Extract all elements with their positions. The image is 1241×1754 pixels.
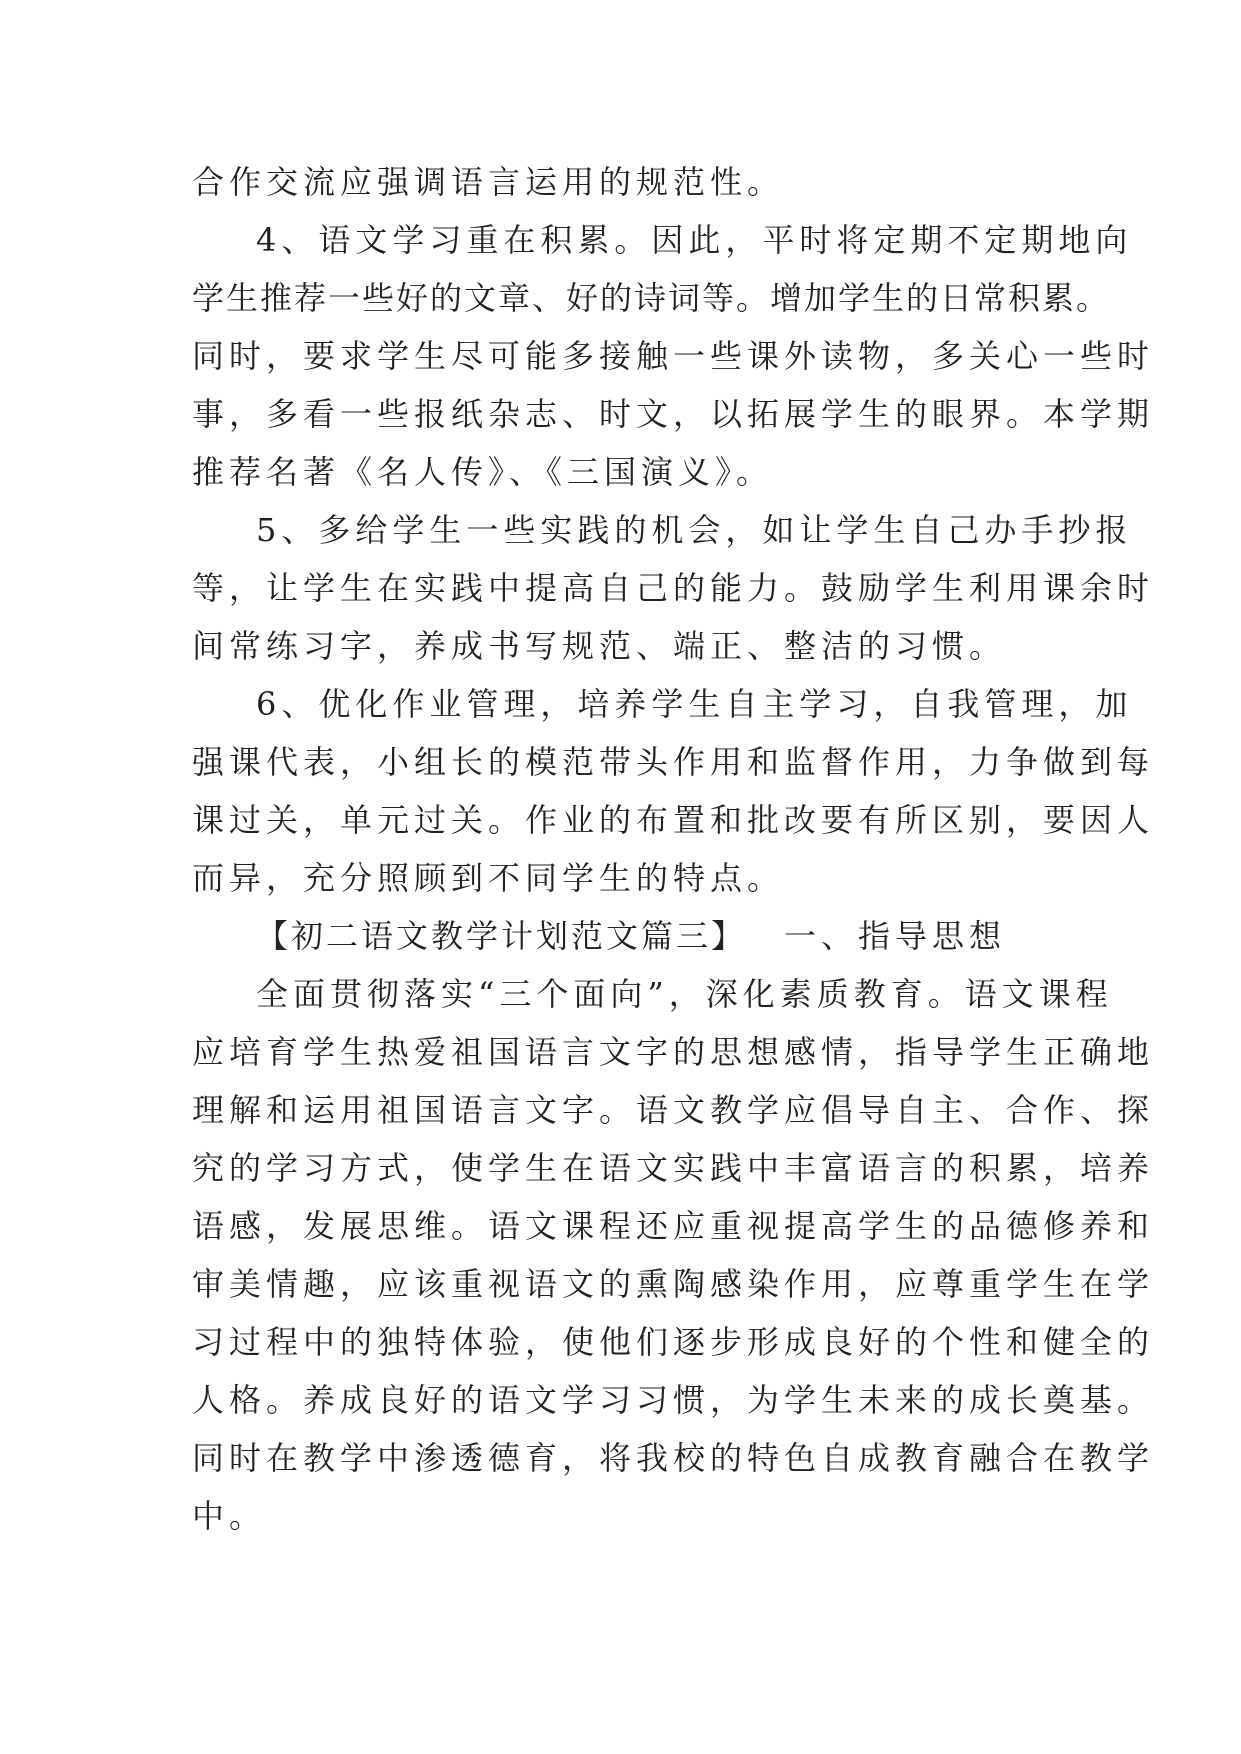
body-text-line: 审美情趣，应该重视语文的熏陶感染作用，应尊重学生在学 (192, 1265, 1155, 1303)
body-text-line: 习过程中的独特体验，使他们逐步形成良好的个性和健全的 (192, 1323, 1155, 1361)
body-text-line: 理解和运用祖国语言文字。语文教学应倡导自主、合作、探 (192, 1091, 1155, 1129)
body-text-line: 等，让学生在实践中提高自己的能力。鼓励学生利用课余时 (192, 569, 1155, 607)
section-heading: 【初二语文教学计划范文篇三】 (256, 917, 747, 955)
body-text-line: 中。 (192, 1497, 267, 1535)
body-text-line: 而异，充分照顾到不同学生的特点。 (192, 859, 785, 897)
body-text-line: 学生推荐一些好的文章、好的诗词等。增加学生的日常积累。 (192, 279, 1111, 317)
body-text-line: 事，多看一些报纸杂志、时文，以拓展学生的眼界。本学期 (192, 395, 1155, 433)
body-text-line: 究的学习方式，使学生在语文实践中丰富语言的积累，培养 (192, 1149, 1155, 1187)
body-text-line: 推荐名著《名人传》、《三国演义》。 (192, 453, 774, 491)
body-text-line: 同时在教学中渗透德育，将我校的特色自成教育融合在教学 (192, 1439, 1155, 1477)
body-text-line: 应培育学生热爱祖国语言文字的思想感情，指导学生正确地 (192, 1033, 1155, 1071)
body-text-line: 强课代表，小组长的模范带头作用和监督作用，力争做到每 (192, 743, 1155, 781)
body-text-line: 人格。养成良好的语文学习习惯，为学生未来的成长奠基。 (192, 1381, 1155, 1419)
guiding-thought-first-line: 全面贯彻落实“三个面向”，深化素质教育。语文课程 (256, 975, 1113, 1013)
body-text-line: 合作交流应强调语言运用的规范性。 (192, 163, 785, 201)
body-text-line: 间常练习字，养成书写规范、端正、整洁的习惯。 (192, 627, 1007, 665)
paragraph-5-first-line: 5、多给学生一些实践的机会，如让学生自己办手抄报 (256, 511, 1133, 549)
subheading: 一、指导思想 (784, 917, 1007, 955)
paragraph-4-first-line: 4、语文学习重在积累。因此，平时将定期不定期地向 (256, 221, 1133, 259)
body-text-line: 同时，要求学生尽可能多接触一些课外读物，多关心一些时 (192, 337, 1155, 375)
body-text-line: 课过关，单元过关。作业的布置和批改要有所区别，要因人 (192, 801, 1155, 839)
body-text-line: 语感，发展思维。语文课程还应重视提高学生的品德修养和 (192, 1207, 1155, 1245)
paragraph-6-first-line: 6、优化作业管理，培养学生自主学习，自我管理，加 (256, 685, 1133, 723)
